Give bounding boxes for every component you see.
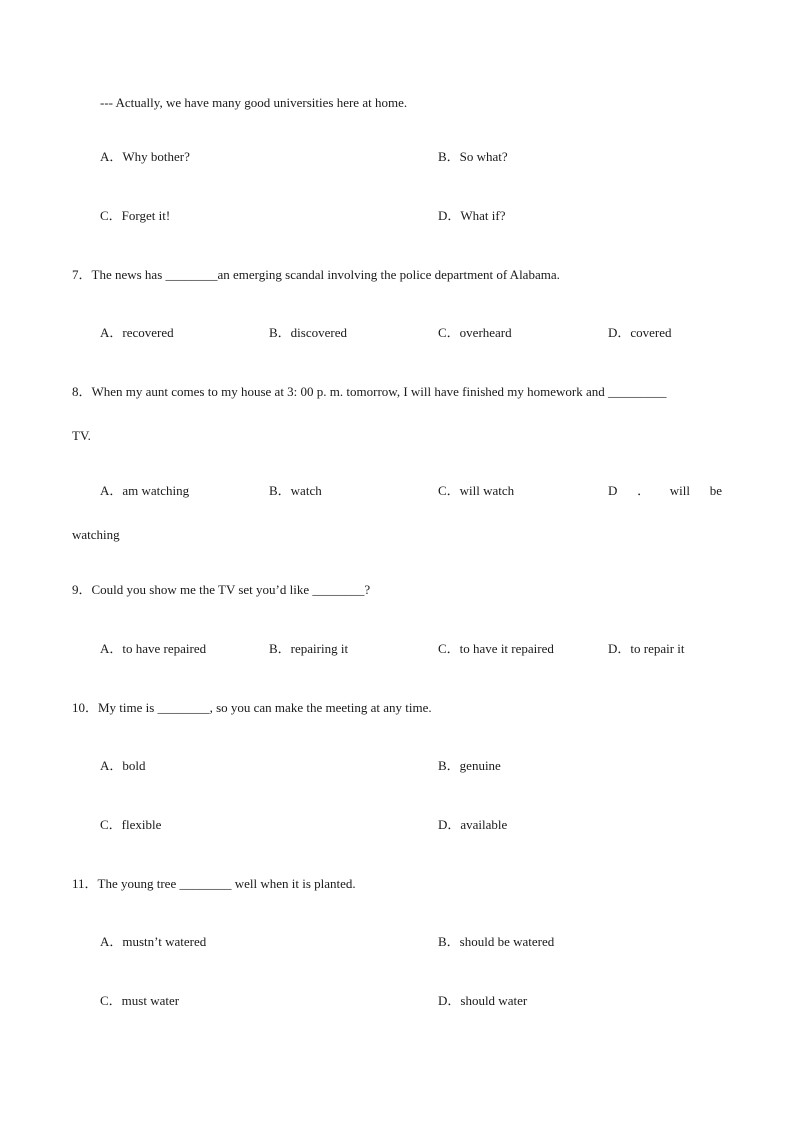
q11-option-d: D．should water (438, 993, 528, 1008)
q8-stem: 8．When my aunt comes to my house at 3: 00 p. m. tomorrow, I will have finished my homework and _________ (72, 384, 667, 399)
q7-stem: 7．The news has ________an emerging scandal involving the police department of Alabama. (72, 267, 560, 282)
q6-option-b: B．So what? (438, 149, 508, 164)
q8-option-a: A．am watching (100, 483, 190, 498)
q8-option-d-word1: will (669, 483, 691, 498)
q9-option-a: A．to have repaired (100, 641, 207, 656)
q7-option-a: A．recovered (100, 325, 174, 340)
q7-option-d: D．covered (608, 325, 672, 340)
q8-stem-continued: TV. (72, 428, 91, 443)
q11-stem: 11．The young tree ________ well when it is planted. (72, 876, 356, 891)
q6-option-a: A．Why bother? (100, 149, 190, 164)
q8-option-d (608, 483, 722, 499)
q9-option-d: D．to repair it (608, 641, 685, 656)
q10-option-c: C．flexible (100, 817, 162, 832)
q8-option-d-dot: ． (637, 483, 651, 498)
q8-option-d-wrap: watching (72, 527, 120, 542)
q7-option-b: B．discovered (269, 325, 347, 340)
q11-option-c: C．must water (100, 993, 180, 1008)
q10-stem: 10．My time is ________, so you can make the meeting at any time. (72, 700, 432, 715)
q8-option-b: B．watch (269, 483, 322, 498)
q10-option-a: A．bold (100, 758, 146, 773)
q9-option-c: C．to have it repaired (438, 641, 554, 656)
q8-option-d-letter: D (608, 483, 618, 498)
q6-option-c: C．Forget it! (100, 208, 171, 223)
q10-option-b: B．genuine (438, 758, 501, 773)
q10-option-d: D．available (438, 817, 508, 832)
q6-option-d: D．What if? (438, 208, 506, 223)
q8-option-c: C．will watch (438, 483, 515, 498)
q11-option-a: A．mustn’t watered (100, 934, 207, 949)
q7-option-c: C．overheard (438, 325, 512, 340)
q9-option-b: B．repairing it (269, 641, 349, 656)
q9-stem: 9．Could you show me the TV set you’d like ________? (72, 582, 371, 597)
q11-option-b: B．should be watered (438, 934, 555, 949)
dialogue-line: --- Actually, we have many good universities here at home. (100, 95, 408, 110)
q8-option-d-word2: be (709, 483, 722, 498)
